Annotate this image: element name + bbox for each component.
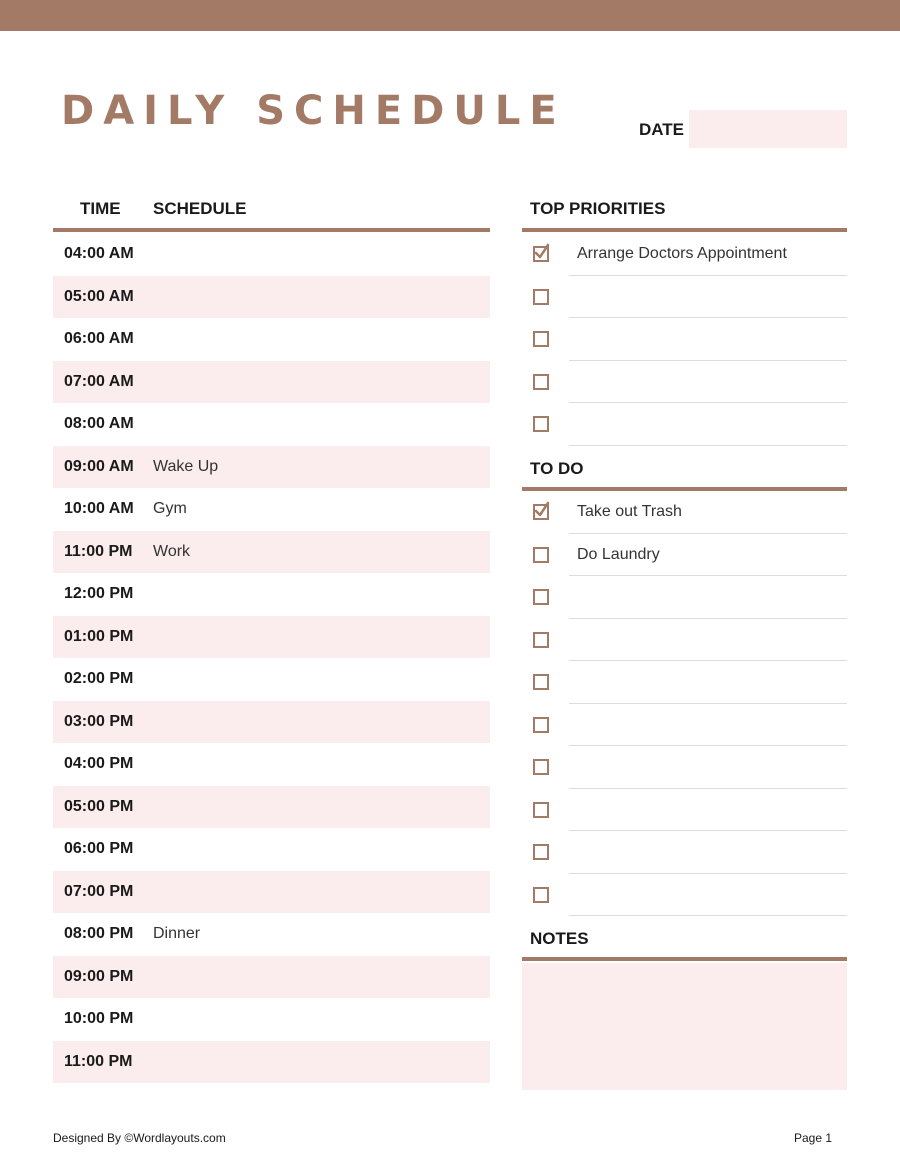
schedule-row bbox=[53, 701, 490, 744]
schedule-time: 08:00 AM bbox=[64, 415, 134, 432]
todo-item bbox=[522, 576, 847, 619]
schedule-time: 09:00 PM bbox=[64, 967, 134, 985]
schedule-time: 07:00 AM bbox=[64, 372, 134, 390]
checkbox[interactable] bbox=[533, 331, 549, 347]
schedule-row bbox=[53, 488, 490, 531]
todo-item bbox=[522, 491, 847, 534]
checkbox[interactable] bbox=[533, 887, 549, 903]
schedule-row bbox=[53, 998, 490, 1041]
schedule-row bbox=[53, 573, 490, 616]
schedule-activity[interactable]: Work bbox=[153, 542, 191, 560]
page-title: DAILY SCHEDULE bbox=[61, 88, 566, 134]
schedule-row bbox=[53, 233, 490, 276]
schedule-row bbox=[53, 616, 490, 659]
row-divider bbox=[569, 915, 847, 916]
schedule-time: 09:00 AM bbox=[64, 457, 134, 475]
schedule-row bbox=[53, 871, 490, 914]
schedule-time: 06:00 PM bbox=[64, 840, 134, 857]
top-accent-bar bbox=[0, 0, 900, 31]
checkbox[interactable] bbox=[533, 547, 549, 563]
checkmark-icon bbox=[534, 501, 550, 519]
schedule-time: 04:00 PM bbox=[64, 755, 134, 772]
schedule-time: 10:00 PM bbox=[64, 1010, 134, 1027]
top-priorities-header: TOP PRIORITIES bbox=[530, 199, 666, 218]
todo-item bbox=[522, 534, 847, 577]
checkbox[interactable] bbox=[533, 504, 549, 520]
schedule-row bbox=[53, 318, 490, 361]
schedule-time: 04:00 AM bbox=[64, 245, 134, 262]
priorities-list bbox=[522, 233, 847, 446]
schedule-row bbox=[53, 913, 490, 956]
checkbox[interactable] bbox=[533, 717, 549, 733]
schedule-activity[interactable]: Gym bbox=[153, 500, 187, 517]
priority-item bbox=[522, 318, 847, 361]
schedule-time: 01:00 PM bbox=[64, 627, 134, 645]
item-text[interactable]: Arrange Doctors Appointment bbox=[577, 245, 787, 262]
schedule-header: SCHEDULE bbox=[153, 199, 247, 218]
priorities-header-rule bbox=[522, 228, 847, 232]
item-text[interactable]: Do Laundry bbox=[577, 545, 660, 563]
schedule-time: 07:00 PM bbox=[64, 882, 134, 900]
todo-item bbox=[522, 661, 847, 704]
schedule-time: 12:00 PM bbox=[64, 585, 134, 602]
schedule-time: 10:00 AM bbox=[64, 500, 134, 517]
checkbox[interactable] bbox=[533, 374, 549, 390]
notes-header-rule bbox=[522, 957, 847, 961]
notes-area[interactable] bbox=[522, 963, 847, 1090]
date-field[interactable] bbox=[689, 110, 847, 148]
todo-item bbox=[522, 831, 847, 874]
schedule-row bbox=[53, 828, 490, 871]
schedule-row bbox=[53, 743, 490, 786]
todo-list bbox=[522, 491, 847, 916]
schedule-row bbox=[53, 786, 490, 829]
schedule-header-rule bbox=[53, 228, 490, 232]
schedule-time: 02:00 PM bbox=[64, 670, 134, 687]
schedule-time: 11:00 PM bbox=[64, 1052, 133, 1070]
checkbox[interactable] bbox=[533, 246, 549, 262]
schedule-row bbox=[53, 403, 490, 446]
schedule-activity[interactable]: Dinner bbox=[153, 925, 201, 942]
schedule-row bbox=[53, 446, 490, 489]
todo-header: TO DO bbox=[530, 459, 584, 478]
priority-item bbox=[522, 403, 847, 446]
schedule-row bbox=[53, 658, 490, 701]
schedule-time: 03:00 PM bbox=[64, 712, 134, 730]
schedule-time: 08:00 PM bbox=[64, 925, 134, 942]
checkbox[interactable] bbox=[533, 844, 549, 860]
footer-credit: Designed By ©Wordlayouts.com bbox=[53, 1131, 226, 1145]
todo-item bbox=[522, 746, 847, 789]
checkmark-icon bbox=[534, 243, 550, 261]
row-divider bbox=[569, 445, 847, 446]
priority-item bbox=[522, 361, 847, 404]
checkbox[interactable] bbox=[533, 632, 549, 648]
schedule-activity[interactable]: Wake Up bbox=[153, 457, 219, 475]
schedule-time: 06:00 AM bbox=[64, 330, 134, 347]
todo-item bbox=[522, 874, 847, 917]
notes-header: NOTES bbox=[530, 929, 589, 948]
checkbox[interactable] bbox=[533, 289, 549, 305]
schedule-row bbox=[53, 276, 490, 319]
schedule-table bbox=[53, 233, 490, 1083]
checkbox[interactable] bbox=[533, 589, 549, 605]
todo-item bbox=[522, 789, 847, 832]
schedule-time: 11:00 PM bbox=[64, 542, 133, 560]
page-number: Page 1 bbox=[794, 1131, 833, 1145]
schedule-row bbox=[53, 361, 490, 404]
checkbox[interactable] bbox=[533, 759, 549, 775]
checkbox[interactable] bbox=[533, 416, 549, 432]
date-label: DATE bbox=[639, 120, 685, 139]
checkbox[interactable] bbox=[533, 674, 549, 690]
checkbox[interactable] bbox=[533, 802, 549, 818]
schedule-time: 05:00 AM bbox=[64, 287, 134, 305]
time-header: TIME bbox=[80, 199, 121, 218]
item-text[interactable]: Take out Trash bbox=[577, 503, 682, 520]
schedule-row bbox=[53, 956, 490, 999]
schedule-row bbox=[53, 531, 490, 574]
priority-item bbox=[522, 276, 847, 319]
schedule-time: 05:00 PM bbox=[64, 797, 134, 815]
todo-item bbox=[522, 619, 847, 662]
todo-item bbox=[522, 704, 847, 747]
priority-item bbox=[522, 233, 847, 276]
schedule-row bbox=[53, 1041, 490, 1084]
